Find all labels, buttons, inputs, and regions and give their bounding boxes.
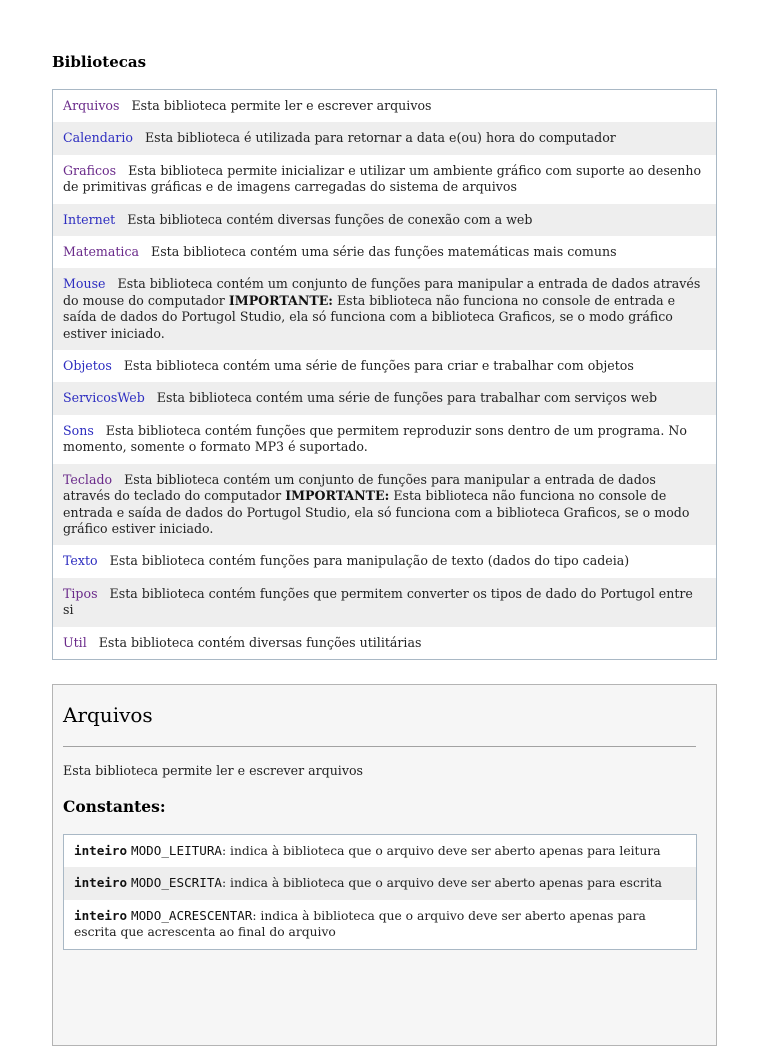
library-link[interactable]: Sons bbox=[63, 422, 94, 438]
page-title: Bibliotecas bbox=[52, 53, 147, 71]
library-row bbox=[53, 382, 716, 414]
library-description: Esta biblioteca permite ler e escrever arquivos bbox=[131, 98, 432, 113]
section-divider bbox=[63, 746, 696, 747]
important-label: IMPORTANTE: bbox=[285, 488, 390, 504]
library-row bbox=[53, 122, 716, 154]
library-description: Esta biblioteca contém funções que permitem converter os tipos de dado do Portugol entre si bbox=[63, 585, 693, 618]
library-link[interactable]: Matematica bbox=[63, 244, 140, 260]
library-row bbox=[53, 545, 716, 577]
library-link[interactable]: Graficos bbox=[63, 162, 117, 178]
library-description: Esta biblioteca contém diversas funções de conexão com a web bbox=[127, 211, 533, 227]
important-note: Esta biblioteca não funciona no console de entrada e saída de dados do Portugol Studio, ela só funciona com a biblioteca Graficos, se o modo gráfico estiver iniciado. bbox=[63, 292, 676, 341]
library-link[interactable]: Mouse bbox=[63, 276, 106, 292]
library-link[interactable]: Texto bbox=[63, 553, 98, 569]
library-detail-section bbox=[52, 684, 717, 1046]
library-description: Esta biblioteca contém uma série das funções matemáticas mais comuns bbox=[151, 244, 617, 260]
constant-description: : indica à biblioteca que o arquivo deve ser aberto apenas para escrita bbox=[222, 876, 662, 891]
library-link[interactable]: ServicosWeb bbox=[63, 390, 145, 406]
library-description: Esta biblioteca é utilizada para retornar a data e(ou) hora do computador bbox=[144, 130, 616, 146]
library-row bbox=[53, 464, 716, 546]
library-description: Esta biblioteca contém funções que permitem reproduzir sons dentro de um programa. No momento, somente o formato MP3 é suportado. bbox=[63, 422, 687, 455]
library-row bbox=[53, 90, 716, 122]
library-row bbox=[53, 578, 716, 627]
constants-table bbox=[63, 834, 697, 950]
constant-description: : indica à biblioteca que o arquivo deve ser aberto apenas para escrita que acrescenta ao final do arquivo bbox=[74, 908, 646, 940]
library-description: Esta biblioteca contém funções para manipulação de texto (dados do tipo cadeia) bbox=[109, 553, 630, 569]
constant-row bbox=[64, 900, 696, 949]
library-description: Esta biblioteca contém um conjunto de funções para manipular a entrada de dados através do teclado do computador bbox=[63, 471, 656, 504]
library-description: Esta biblioteca contém uma série de funções para criar e trabalhar com objetos bbox=[123, 358, 634, 374]
important-label: IMPORTANTE: bbox=[228, 292, 333, 308]
library-link[interactable]: Internet bbox=[63, 211, 116, 227]
constant-type: inteiro bbox=[74, 907, 128, 923]
library-row bbox=[53, 268, 716, 350]
constant-name: MODO_ESCRITA bbox=[131, 875, 222, 891]
constant-type: inteiro bbox=[74, 843, 128, 858]
library-row bbox=[53, 627, 716, 659]
library-row bbox=[53, 415, 716, 464]
constant-row bbox=[64, 835, 696, 867]
section-title: Arquivos bbox=[63, 703, 153, 727]
constants-heading: Constantes: bbox=[63, 797, 166, 816]
library-row bbox=[53, 155, 716, 204]
library-description: Esta biblioteca contém diversas funções utilitárias bbox=[98, 634, 422, 650]
library-description: Esta biblioteca permite inicializar e utilizar um ambiente gráfico com suporte ao desenho de primitivas gráficas e de imagens carregadas do sistema de arquivos bbox=[63, 162, 702, 195]
library-link[interactable]: Tipos bbox=[63, 585, 98, 601]
constant-type: inteiro bbox=[74, 875, 128, 891]
library-link[interactable]: Util bbox=[63, 634, 87, 650]
library-row bbox=[53, 350, 716, 382]
library-row bbox=[53, 236, 716, 268]
library-link[interactable]: Arquivos bbox=[63, 98, 120, 113]
constant-description: : indica à biblioteca que o arquivo deve ser aberto apenas para leitura bbox=[222, 844, 661, 858]
important-note: Esta biblioteca não funciona no console de entrada e saída de dados do Portugol Studio, ela só funciona com a biblioteca Graficos, se o modo gráfico estiver iniciado. bbox=[63, 488, 690, 536]
library-row bbox=[53, 204, 716, 236]
library-link[interactable]: Objetos bbox=[63, 358, 112, 374]
library-description: Esta biblioteca contém uma série de funções para trabalhar com serviços web bbox=[156, 390, 658, 406]
library-link[interactable]: Teclado bbox=[63, 471, 113, 487]
library-link[interactable]: Calendario bbox=[63, 130, 133, 146]
constant-row bbox=[64, 867, 696, 899]
constant-name: MODO_ACRESCENTAR bbox=[131, 907, 253, 923]
constant-name: MODO_LEITURA bbox=[131, 843, 222, 858]
library-table bbox=[52, 89, 717, 660]
section-description: Esta biblioteca permite ler e escrever arquivos bbox=[63, 763, 363, 778]
library-description: Esta biblioteca contém um conjunto de funções para manipular a entrada de dados através do mouse do computador bbox=[63, 276, 701, 308]
